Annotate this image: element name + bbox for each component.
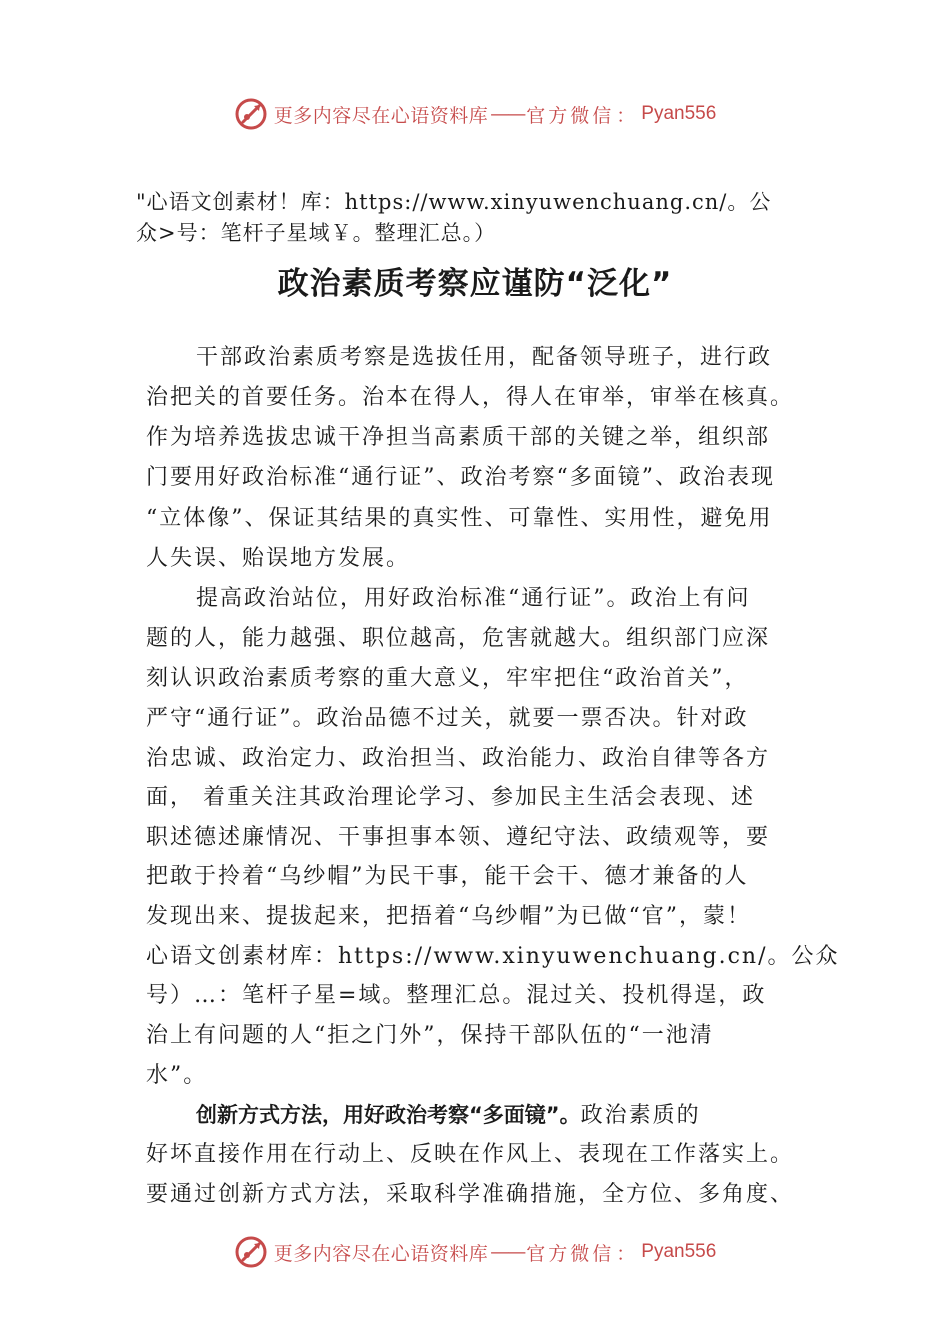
paragraph-2-line: 水”。 — [146, 1063, 208, 1088]
paragraph-1-line: 人失误、贻误地方发展。 — [146, 546, 411, 571]
paragraph-2-line: 治忠诚、政治定力、政治担当、政治能力、政治自律等各方 — [146, 746, 771, 771]
paragraph-2-line: 刻认识政治素质考察的重大意义，牢牢把住“政治首关”， — [146, 666, 749, 691]
paragraph-2-line: 提高政治站位，用好政治标准“通行证”。政治上有问 — [196, 586, 751, 611]
paragraph-3-first-line-rest: 政治素质的 — [580, 1103, 701, 1128]
paragraph-2-line: 号）…：笔杆子星=域。整理汇总。混过关、投机得逞，政 — [146, 983, 767, 1008]
document-title: 政治素质考察应谨防“泛化” — [277, 266, 673, 302]
banner-separator: —— — [490, 1241, 525, 1263]
paragraph-2-line: 心语文创素材库：https://www.xinyuwenchuang.cn/。公众 — [146, 944, 840, 969]
paragraph-3-line: 好坏直接作用在行动上、反映在作风上、表现在工作落实上。 — [146, 1142, 795, 1167]
paragraph-2-line: 严守“通行证”。政治品德不过关，就要一票否决。针对政 — [146, 706, 749, 731]
banner-brand-text: 更多内容尽在心语资料库 — [273, 1242, 489, 1265]
paragraph-1-line: 门要用好政治标准“通行证”、政治考察“多面镜”、政治表现 — [146, 465, 775, 490]
intro-line-1: "心语文创素材！库：https://www.xinyuwenchuang.cn/。公 — [136, 190, 772, 214]
header-banner — [0, 94, 950, 134]
paragraph-2-line: 面， 着重关注其政治理论学习、参加民主生活会表现、述 — [146, 785, 755, 810]
paragraph-2-line: 把敢于拎着“乌纱帽”为民干事，能干会干、德才兼备的人 — [146, 864, 749, 889]
banner-colon: ： — [616, 104, 636, 127]
paragraph-1-line: 干部政治素质考察是选拔任用，配备领导班子，进行政 — [196, 345, 773, 370]
banner-wechat-label: 官方微信 — [526, 104, 615, 127]
intro-line-2: 众>号：笔杆子星域￥。整理汇总。） — [136, 221, 497, 245]
paragraph-1-line: “立体像”、保证其结果的真实性、可靠性、实用性，避免用 — [146, 506, 773, 531]
paragraph-1-line: 作为培养选拔忠诚干净担当高素质干部的关键之举，组织部 — [146, 425, 771, 450]
paragraph-2-line: 职述德述廉情况、干事担事本领、遵纪守法、政绩观等，要 — [146, 825, 771, 850]
banner-wechat-label: 官方微信 — [526, 1242, 615, 1265]
banner-brand-text: 更多内容尽在心语资料库 — [273, 104, 489, 127]
paragraph-3-line: 要通过创新方式方法，采取科学准确措施，全方位、多角度、 — [146, 1182, 795, 1207]
brand-logo-icon — [234, 97, 268, 131]
paragraph-2-line: 发现出来、提拔起来，把捂着“乌纱帽”为已做“官”，蒙！ — [146, 904, 751, 929]
paragraph-3-first-line — [196, 1101, 701, 1130]
paragraph-3-bold-lead: 创新方式方法，用好政治考察“多面镜”。 — [196, 1103, 581, 1127]
banner-separator: —— — [490, 103, 525, 125]
paragraph-2-line: 题的人，能力越强、职位越高，危害就越大。组织部门应深 — [146, 626, 771, 651]
banner-wechat-id: Pyan556 — [641, 103, 717, 124]
brand-logo-icon — [234, 1235, 268, 1269]
banner-wechat-id: Pyan556 — [641, 1241, 717, 1262]
paragraph-1-line: 治把关的首要任务。治本在得人，得人在审举，审举在核真。 — [146, 385, 795, 410]
banner-colon: ： — [616, 1242, 636, 1265]
paragraph-2-line: 治上有问题的人“拒之门外”，保持干部队伍的“一池清 — [146, 1023, 714, 1048]
footer-banner — [0, 1232, 950, 1272]
